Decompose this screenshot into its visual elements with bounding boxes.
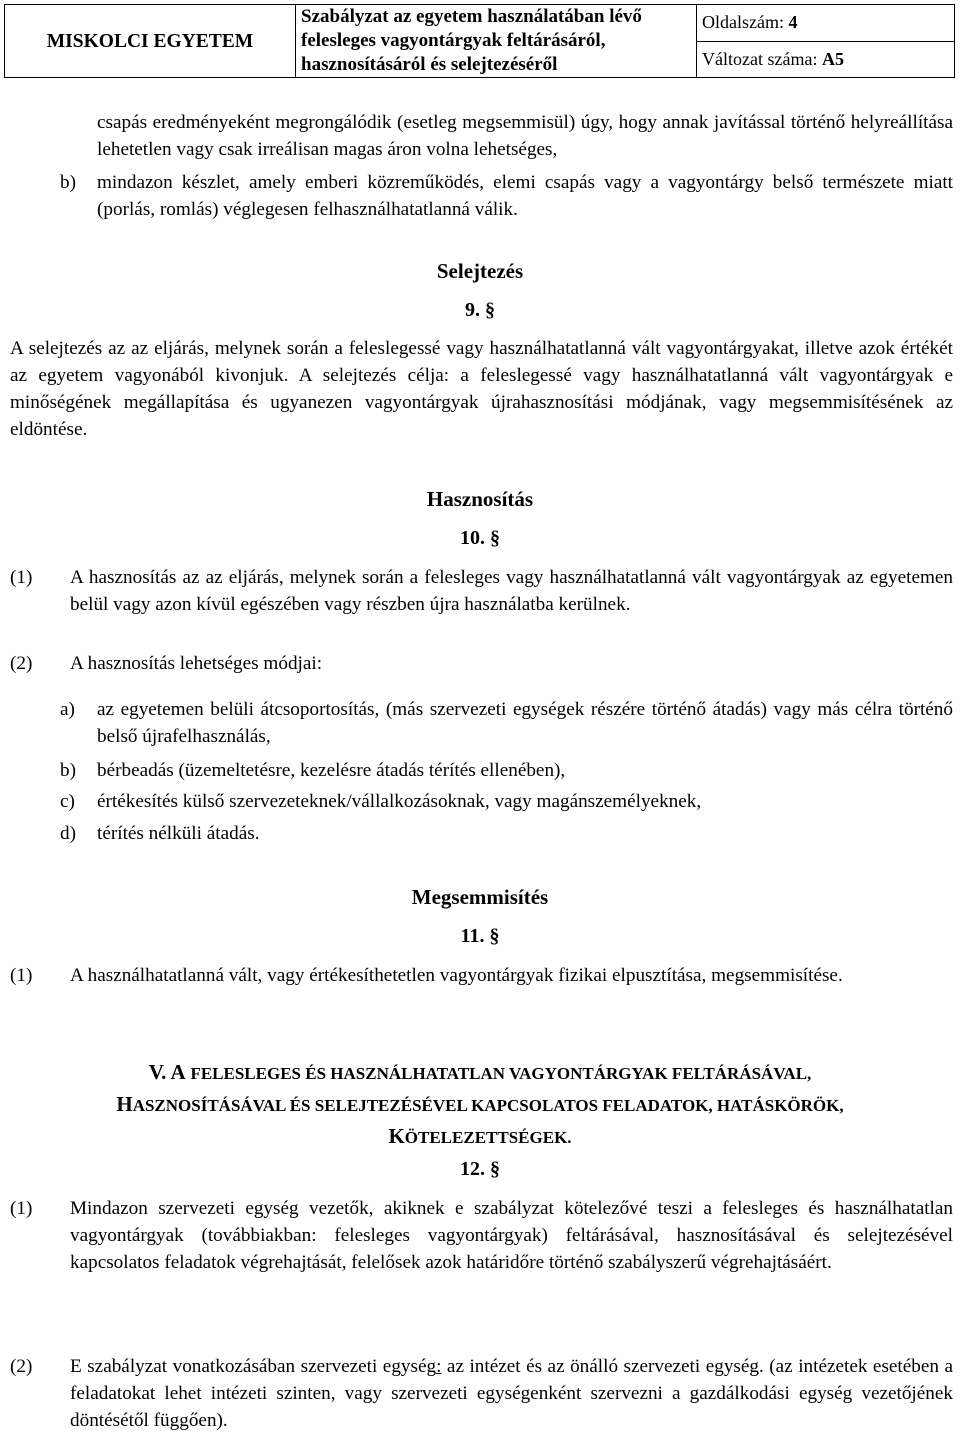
section-12-number: 12. § [460,1158,500,1180]
version-cell [697,41,955,78]
section-11-paragraph-1-label: (1) [10,965,33,986]
university-name: MISKOLCI EGYETEM [5,5,296,78]
intro-item-b [60,169,953,223]
page-number-value: 4 [788,12,798,33]
version-label: Változat száma: [702,48,822,69]
section-12-paragraph-2-text-a: E szabályzat vonatkozásában szervezeti egység [70,1356,437,1377]
section-12-paragraph-1 [10,1195,953,1276]
section-9-heading: Selejtezés [436,259,524,283]
section-11-paragraph-1-text: A használhatatlanná vált, vagy értékesíthetetlen vagyontárgyak fizikai elpusztítása, megsemmisítése. [70,965,843,986]
section-12-paragraph-2-label: (2) [10,1356,33,1377]
section-11-number: 11. § [460,925,500,947]
section-10-paragraph-2-label: (2) [10,653,33,674]
section-10-number: 10. § [460,527,500,549]
intro-continuation: csapás eredményeként megrongálódik (esetleg megsemmisül) úgy, hogy annak javítással történő helyreállítása lehetetlen vagy csak irreálisan magas áron volna lehetséges, [97,112,953,160]
regulation-title-line-1: Szabályzat az egyetem használatában lévő [301,6,642,27]
section-10-item-b [60,757,953,784]
section-10-item-b-label: b) [60,760,76,781]
section-10-item-a [60,696,953,750]
chapter-5-line-3-initial: K [388,1124,405,1148]
section-10-item-c-text: értékesítés külső szervezeteknek/vállalkozásoknak, vagy magánszemélyeknek, [97,791,702,812]
chapter-5-heading-line-3 [0,1121,960,1153]
intro-item-b-text: mindazon készlet, amely emberi közreműködés, elemi csapás vagy a vagyontárgy belső természete miatt (porlás, romlás) véglegesen felhasználhatatlanná válik. [97,172,953,220]
section-10-paragraph-2 [10,650,953,677]
version-value: A5 [821,48,844,69]
section-12-paragraph-2 [10,1353,953,1434]
section-12-paragraph-1-label: (1) [10,1198,33,1219]
chapter-5-heading-line-1 [0,1057,960,1089]
page-number-cell [697,5,955,42]
chapter-5-heading-line-2 [0,1089,960,1121]
section-12-paragraph-1-text: Mindazon szervezeti egység vezetők, akiknek e szabályzat kötelezővé teszi a felesleges és használhatatlan vagyontárgyak (továbbiakban: felesleges vagyontárgyak) feltárásával, hasznosításával és selejtezésével kapcsolatos feladatok végrehajtását, felelősek azok határidőre történő szabályszerű végrehajtásáért. [70,1198,953,1273]
section-11-heading: Megsemmisítés [411,885,549,909]
intro-item-b-label: b) [60,172,76,193]
section-12-paragraph-2-text-b: az intézet és az önálló szervezeti egység. (az intézetek esetében a feladatokat lehet intézeti szinten, vagy szervezeti egységenként szervezni a gazdálkodási egység vezetőjének döntésétől függően). [70,1356,953,1431]
section-10-item-c [60,788,953,815]
section-12-paragraph-2-colon: : [436,1356,442,1377]
section-10-item-c-label: c) [60,791,75,812]
chapter-5-line-2-rest: ASZNOSÍTÁSÁVAL ÉS SELEJTEZÉSÉVEL KAPCSOLATOS FELADATOK, HATÁSKÖRÖK, [132,1096,844,1115]
section-10-item-b-text: bérbeadás (üzemeltetésre, kezelésre átadás térítés ellenében), [97,760,566,781]
section-10-item-d-text: térítés nélküli átadás. [97,823,260,844]
chapter-5-line-2-initial: H [116,1092,133,1116]
section-10-paragraph-1-text: A hasznosítás az az eljárás, melynek során a felesleges vagy használhatatlanná vált vagyontárgyak az egyetemen belül vagy azon kívül egészében vagy részben újra használatba kerülnek. [70,567,953,615]
section-10-paragraph-1 [10,564,953,618]
section-10-item-d-label: d) [60,823,76,844]
section-10-item-d [60,820,953,847]
chapter-5-roman: V. A [148,1060,186,1084]
chapter-5-line-1-rest: FELESLEGES ÉS HASZNÁLHATATLAN VAGYONTÁRGYAK FELTÁRÁSÁVAL, [190,1064,812,1083]
section-9-number: 9. § [465,299,495,321]
chapter-5-heading [0,1057,960,1153]
regulation-title-line-2: felesleges vagyontárgyak feltárásáról, [301,30,606,51]
page-number-label: Oldalszám: [702,12,789,33]
section-11-paragraph-1 [10,962,953,989]
regulation-title-line-3: hasznosításáról és selejtezéséről [301,54,558,75]
regulation-title [296,5,697,78]
chapter-5-line-3-rest: ÖTELEZETTSÉGEK. [404,1128,572,1147]
section-10-item-a-label: a) [60,699,75,720]
section-10-paragraph-2-text: A hasznosítás lehetséges módjai: [70,653,323,674]
section-10-item-a-text: az egyetemen belüli átcsoportosítás, (más szervezeti egységek részére történő átadás) vagy más célra történő belső újrafelhasználás, [97,699,953,747]
section-10-paragraph-1-label: (1) [10,567,33,588]
section-12-paragraph-2-text [70,1353,953,1434]
section-10-heading: Hasznosítás [426,487,534,511]
section-9-text: A selejtezés az az eljárás, melynek során a feleslegessé vagy használhatatlanná vált vagyontárgyakat, illetve azok értékét az egyetem vagyonából kivonjuk. A selejtezés célja: a feleslegessé vagy használhatatlanná vált vagyontárgyak e minőségének megállapítása és ugyanezen vagyontárgyak újrahasznosítási módjának, vagy megsemmisítésének az eldöntése. [10,338,953,440]
document-header [4,4,955,78]
